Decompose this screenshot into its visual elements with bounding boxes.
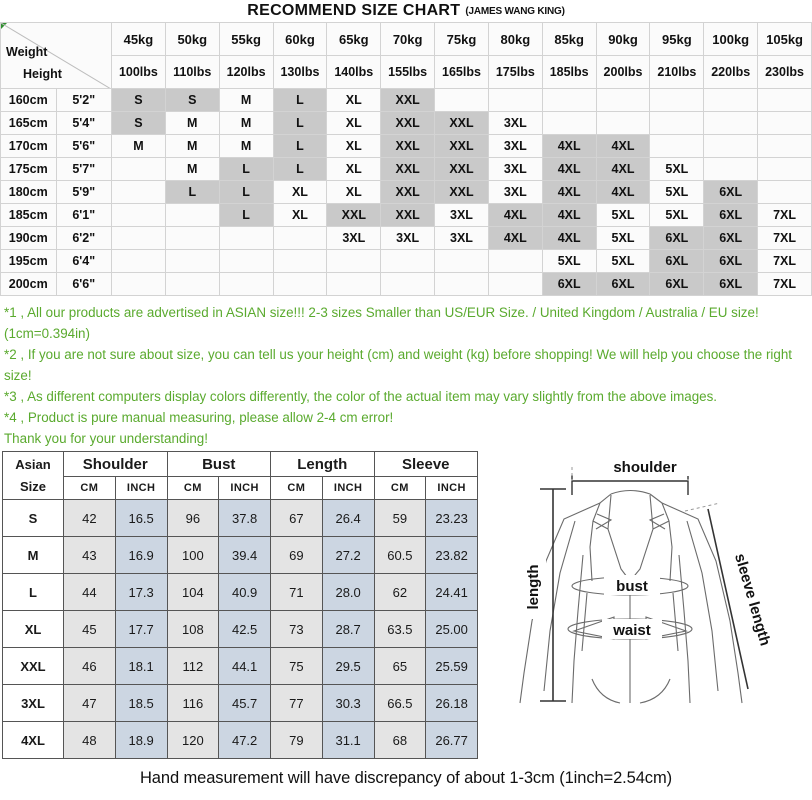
meas-value-cell: 47.2 — [219, 722, 271, 759]
matrix-size-cell: L — [273, 135, 327, 158]
matrix-size-cell: 4XL — [596, 181, 650, 204]
matrix-size-cell — [650, 112, 704, 135]
matrix-size-cell: S — [165, 89, 219, 112]
matrix-size-cell: 7XL — [758, 204, 812, 227]
meas-value-cell: 47 — [64, 685, 116, 722]
meas-value-cell: 26.4 — [322, 500, 374, 537]
note-line: *3 , As different computers display colors differently, the color of the actual item may vary slightly from the above images. — [4, 389, 718, 404]
matrix-size-cell: M — [219, 135, 273, 158]
meas-value-cell: 23.82 — [426, 537, 478, 574]
note-line: Thank you for your understanding! — [4, 431, 208, 446]
matrix-size-cell — [650, 135, 704, 158]
matrix-size-cell — [542, 112, 596, 135]
matrix-corner-cell — [1, 23, 112, 89]
matrix-size-cell: XXL — [381, 112, 435, 135]
matrix-size-cell — [381, 273, 435, 296]
meas-value-cell: 23.23 — [426, 500, 478, 537]
meas-value-cell: 42.5 — [219, 611, 271, 648]
matrix-weight-kg-header: 80kg — [488, 23, 542, 56]
jacket-diagram — [480, 451, 810, 709]
diagram-sleeve-label: sleeve length — [731, 551, 774, 648]
meas-value-cell: 71 — [271, 574, 323, 611]
matrix-size-cell: XL — [327, 135, 381, 158]
matrix-size-cell: M — [165, 112, 219, 135]
matrix-size-cell — [758, 112, 812, 135]
matrix-size-cell: 7XL — [758, 250, 812, 273]
matrix-size-cell: 6XL — [596, 273, 650, 296]
matrix-size-cell — [758, 135, 812, 158]
matrix-height-ft: 6'4" — [56, 250, 112, 273]
page-title-main: RECOMMEND SIZE CHART — [247, 2, 461, 19]
matrix-size-cell — [165, 273, 219, 296]
meas-value-cell: 104 — [167, 574, 219, 611]
meas-row — [3, 537, 478, 574]
meas-value-cell: 25.00 — [426, 611, 478, 648]
meas-value-cell: 77 — [271, 685, 323, 722]
matrix-size-cell: 5XL — [650, 158, 704, 181]
matrix-height-cm: 190cm — [1, 227, 57, 250]
meas-unit-header: INCH — [219, 477, 271, 500]
matrix-size-cell: XXL — [381, 135, 435, 158]
matrix-row — [1, 227, 812, 250]
matrix-weight-lbs-header: 220lbs — [704, 56, 758, 89]
matrix-size-cell — [165, 250, 219, 273]
meas-row — [3, 574, 478, 611]
matrix-size-cell: XL — [327, 112, 381, 135]
matrix-size-cell: 6XL — [704, 227, 758, 250]
meas-size-value: XL — [3, 611, 64, 648]
note-line: *2 , If you are not sure about size, you can tell us your height (cm) and weight (kg) before shopping! We will help you choose the right size! — [4, 347, 793, 383]
matrix-height-ft: 5'9" — [56, 181, 112, 204]
meas-row — [3, 722, 478, 759]
meas-value-cell: 24.41 — [426, 574, 478, 611]
matrix-height-cm: 175cm — [1, 158, 57, 181]
matrix-size-cell: M — [219, 89, 273, 112]
page-title — [0, 0, 812, 22]
meas-value-cell: 45 — [64, 611, 116, 648]
meas-value-cell: 28.0 — [322, 574, 374, 611]
matrix-weight-lbs-header: 210lbs — [650, 56, 704, 89]
matrix-size-cell: 6XL — [704, 181, 758, 204]
matrix-size-cell — [704, 89, 758, 112]
matrix-size-cell: 6XL — [704, 273, 758, 296]
matrix-weight-kg-header: 90kg — [596, 23, 650, 56]
matrix-size-cell — [112, 204, 166, 227]
matrix-size-cell — [273, 227, 327, 250]
meas-value-cell: 116 — [167, 685, 219, 722]
matrix-size-cell — [650, 89, 704, 112]
matrix-weight-lbs-header: 155lbs — [381, 56, 435, 89]
matrix-weight-kg-header: 75kg — [435, 23, 489, 56]
meas-group-header-row — [3, 452, 478, 477]
meas-unit-header: CM — [167, 477, 219, 500]
meas-value-cell: 62 — [374, 574, 426, 611]
meas-group-header: Sleeve — [374, 452, 478, 477]
matrix-size-cell — [704, 158, 758, 181]
matrix-size-cell: 3XL — [488, 158, 542, 181]
matrix-size-cell — [112, 250, 166, 273]
matrix-size-cell — [219, 273, 273, 296]
matrix-height-cm: 185cm — [1, 204, 57, 227]
matrix-size-cell: S — [112, 89, 166, 112]
meas-value-cell: 17.7 — [115, 611, 167, 648]
meas-unit-header-row — [3, 477, 478, 500]
matrix-size-cell: 4XL — [596, 158, 650, 181]
matrix-height-ft: 6'6" — [56, 273, 112, 296]
matrix-size-cell — [435, 89, 489, 112]
meas-size-value: M — [3, 537, 64, 574]
matrix-weight-lbs-header: 165lbs — [435, 56, 489, 89]
matrix-size-cell: XL — [273, 204, 327, 227]
matrix-size-cell: 3XL — [488, 112, 542, 135]
diagram-bust-label: bust — [616, 578, 648, 595]
meas-unit-header: CM — [64, 477, 116, 500]
matrix-weight-kg-header: 100kg — [704, 23, 758, 56]
matrix-size-cell: 5XL — [542, 250, 596, 273]
meas-value-cell: 69 — [271, 537, 323, 574]
matrix-size-cell: 6XL — [650, 250, 704, 273]
meas-value-cell: 60.5 — [374, 537, 426, 574]
matrix-size-cell — [488, 250, 542, 273]
matrix-size-cell: 6XL — [704, 250, 758, 273]
matrix-size-cell: XXL — [435, 158, 489, 181]
matrix-row — [1, 204, 812, 227]
matrix-size-cell: XXL — [381, 158, 435, 181]
meas-value-cell: 63.5 — [374, 611, 426, 648]
matrix-size-cell: 3XL — [488, 181, 542, 204]
matrix-size-cell: XXL — [435, 181, 489, 204]
matrix-size-cell: XXL — [381, 89, 435, 112]
matrix-size-cell: L — [273, 158, 327, 181]
matrix-size-cell — [596, 89, 650, 112]
matrix-size-cell: 4XL — [596, 135, 650, 158]
matrix-row — [1, 273, 812, 296]
matrix-size-cell — [758, 181, 812, 204]
matrix-weight-kg-header: 50kg — [165, 23, 219, 56]
matrix-size-cell — [327, 250, 381, 273]
matrix-height-ft: 6'1" — [56, 204, 112, 227]
meas-value-cell: 43 — [64, 537, 116, 574]
matrix-size-cell — [704, 135, 758, 158]
matrix-size-cell: 3XL — [381, 227, 435, 250]
diagram-length-label: length — [525, 564, 542, 610]
diagram-waist-label: waist — [613, 622, 651, 639]
matrix-size-cell — [704, 112, 758, 135]
matrix-size-cell: L — [219, 181, 273, 204]
matrix-size-cell: 5XL — [596, 250, 650, 273]
diagram-shoulder-label: shoulder — [613, 459, 677, 476]
meas-size-header-line2: Size — [19, 478, 46, 494]
meas-value-cell: 65 — [374, 648, 426, 685]
meas-value-cell: 26.77 — [426, 722, 478, 759]
matrix-size-cell: M — [112, 135, 166, 158]
matrix-weight-lbs-header: 230lbs — [758, 56, 812, 89]
matrix-row — [1, 89, 812, 112]
measurement-table — [2, 451, 478, 759]
meas-value-cell: 44 — [64, 574, 116, 611]
matrix-weight-lbs-header: 140lbs — [327, 56, 381, 89]
matrix-size-cell: 5XL — [596, 227, 650, 250]
meas-value-cell: 59 — [374, 500, 426, 537]
meas-value-cell: 120 — [167, 722, 219, 759]
measurement-section — [0, 451, 812, 759]
matrix-size-cell: XL — [273, 181, 327, 204]
matrix-size-cell — [327, 273, 381, 296]
meas-value-cell: 18.5 — [115, 685, 167, 722]
meas-value-cell: 17.3 — [115, 574, 167, 611]
matrix-weight-lbs-header: 200lbs — [596, 56, 650, 89]
meas-group-header: Bust — [167, 452, 271, 477]
matrix-weight-lbs-row — [1, 56, 812, 89]
meas-value-cell: 73 — [271, 611, 323, 648]
meas-unit-header: INCH — [426, 477, 478, 500]
matrix-height-ft: 5'6" — [56, 135, 112, 158]
meas-row — [3, 685, 478, 722]
matrix-size-cell — [112, 158, 166, 181]
matrix-height-cm: 200cm — [1, 273, 57, 296]
meas-value-cell: 40.9 — [219, 574, 271, 611]
meas-size-value: 4XL — [3, 722, 64, 759]
matrix-weight-kg-row — [1, 23, 812, 56]
matrix-row — [1, 250, 812, 273]
matrix-weight-kg-header: 70kg — [381, 23, 435, 56]
matrix-weight-label: Weight — [6, 45, 48, 59]
matrix-height-ft: 5'2" — [56, 89, 112, 112]
matrix-height-cm: 195cm — [1, 250, 57, 273]
meas-value-cell: 37.8 — [219, 500, 271, 537]
size-matrix-table — [0, 22, 812, 296]
matrix-weight-lbs-header: 175lbs — [488, 56, 542, 89]
meas-value-cell: 28.7 — [322, 611, 374, 648]
matrix-height-ft: 5'7" — [56, 158, 112, 181]
matrix-height-cm: 160cm — [1, 89, 57, 112]
meas-value-cell: 46 — [64, 648, 116, 685]
matrix-size-cell — [112, 181, 166, 204]
matrix-size-cell — [542, 89, 596, 112]
matrix-weight-lbs-header: 100lbs — [112, 56, 166, 89]
meas-value-cell: 67 — [271, 500, 323, 537]
matrix-size-cell: 3XL — [488, 135, 542, 158]
matrix-size-cell: XL — [327, 158, 381, 181]
meas-size-value: XXL — [3, 648, 64, 685]
meas-value-cell: 45.7 — [219, 685, 271, 722]
matrix-weight-kg-header: 55kg — [219, 23, 273, 56]
meas-value-cell: 29.5 — [322, 648, 374, 685]
matrix-size-cell — [435, 273, 489, 296]
matrix-size-cell: M — [165, 158, 219, 181]
meas-value-cell: 75 — [271, 648, 323, 685]
matrix-size-cell: XL — [327, 181, 381, 204]
matrix-size-cell: XXL — [435, 135, 489, 158]
matrix-weight-lbs-header: 185lbs — [542, 56, 596, 89]
meas-value-cell: 30.3 — [322, 685, 374, 722]
matrix-height-cm: 180cm — [1, 181, 57, 204]
meas-value-cell: 42 — [64, 500, 116, 537]
meas-value-cell: 26.18 — [426, 685, 478, 722]
meas-unit-header: CM — [271, 477, 323, 500]
matrix-size-cell — [112, 227, 166, 250]
meas-unit-header: INCH — [115, 477, 167, 500]
meas-value-cell: 31.1 — [322, 722, 374, 759]
matrix-size-cell: 3XL — [435, 227, 489, 250]
matrix-weight-lbs-header: 120lbs — [219, 56, 273, 89]
meas-size-header-line1: Asian — [15, 456, 51, 472]
meas-value-cell: 16.9 — [115, 537, 167, 574]
matrix-size-cell: 6XL — [650, 227, 704, 250]
matrix-size-cell: 6XL — [704, 204, 758, 227]
matrix-size-cell: XXL — [435, 112, 489, 135]
matrix-weight-kg-header: 60kg — [273, 23, 327, 56]
matrix-size-cell: XXL — [381, 204, 435, 227]
meas-unit-header: CM — [374, 477, 426, 500]
matrix-weight-kg-header: 85kg — [542, 23, 596, 56]
meas-value-cell: 25.59 — [426, 648, 478, 685]
matrix-size-cell: 5XL — [596, 204, 650, 227]
matrix-size-cell: XXL — [327, 204, 381, 227]
matrix-size-cell: 4XL — [542, 135, 596, 158]
matrix-size-cell — [758, 89, 812, 112]
matrix-size-cell — [758, 158, 812, 181]
matrix-weight-kg-header: 45kg — [112, 23, 166, 56]
matrix-weight-kg-header: 95kg — [650, 23, 704, 56]
matrix-weight-kg-header: 65kg — [327, 23, 381, 56]
page-title-subtitle: (JAMES WANG KING) — [465, 5, 565, 17]
matrix-size-cell: 4XL — [542, 181, 596, 204]
meas-value-cell: 18.1 — [115, 648, 167, 685]
matrix-size-cell: S — [112, 112, 166, 135]
matrix-size-cell: 3XL — [327, 227, 381, 250]
meas-row — [3, 611, 478, 648]
meas-value-cell: 44.1 — [219, 648, 271, 685]
meas-group-header: Shoulder — [64, 452, 168, 477]
matrix-row — [1, 158, 812, 181]
matrix-size-cell: 4XL — [542, 204, 596, 227]
meas-value-cell: 96 — [167, 500, 219, 537]
matrix-size-cell: 6XL — [650, 273, 704, 296]
matrix-size-cell — [596, 112, 650, 135]
meas-size-value: S — [3, 500, 64, 537]
matrix-size-cell: M — [165, 135, 219, 158]
matrix-weight-lbs-header: 110lbs — [165, 56, 219, 89]
notes-block — [0, 296, 812, 451]
matrix-size-cell: L — [219, 158, 273, 181]
matrix-height-cm: 165cm — [1, 112, 57, 135]
matrix-size-cell: L — [273, 112, 327, 135]
meas-value-cell: 108 — [167, 611, 219, 648]
matrix-weight-lbs-header: 130lbs — [273, 56, 327, 89]
meas-unit-header: INCH — [322, 477, 374, 500]
matrix-size-cell: 4XL — [488, 227, 542, 250]
matrix-size-cell — [488, 89, 542, 112]
meas-size-value: L — [3, 574, 64, 611]
matrix-size-cell: 4XL — [488, 204, 542, 227]
matrix-size-cell — [219, 250, 273, 273]
matrix-size-cell — [273, 250, 327, 273]
matrix-size-cell: 5XL — [650, 181, 704, 204]
matrix-size-cell: 3XL — [435, 204, 489, 227]
matrix-size-cell — [488, 273, 542, 296]
meas-value-cell: 18.9 — [115, 722, 167, 759]
matrix-size-cell: L — [273, 89, 327, 112]
matrix-size-cell: 7XL — [758, 227, 812, 250]
matrix-size-cell — [435, 250, 489, 273]
matrix-size-cell — [273, 273, 327, 296]
matrix-size-cell — [112, 273, 166, 296]
matrix-size-cell: L — [165, 181, 219, 204]
meas-row — [3, 500, 478, 537]
meas-value-cell: 16.5 — [115, 500, 167, 537]
matrix-height-label: Height — [23, 67, 62, 81]
matrix-size-cell: 4XL — [542, 227, 596, 250]
matrix-size-cell: L — [219, 204, 273, 227]
matrix-size-cell: 6XL — [542, 273, 596, 296]
footer-note: Hand measurement will have discrepancy of about 1-3cm (1inch=2.54cm) — [139, 769, 672, 787]
meas-value-cell: 27.2 — [322, 537, 374, 574]
meas-size-value: 3XL — [3, 685, 64, 722]
matrix-height-ft: 6'2" — [56, 227, 112, 250]
meas-value-cell: 112 — [167, 648, 219, 685]
matrix-size-cell: XXL — [381, 181, 435, 204]
matrix-size-cell: XL — [327, 89, 381, 112]
matrix-size-cell — [219, 227, 273, 250]
meas-group-header: Length — [271, 452, 375, 477]
meas-value-cell: 100 — [167, 537, 219, 574]
matrix-height-cm: 170cm — [1, 135, 57, 158]
matrix-row — [1, 112, 812, 135]
meas-value-cell: 39.4 — [219, 537, 271, 574]
meas-value-cell: 48 — [64, 722, 116, 759]
matrix-row — [1, 135, 812, 158]
meas-size-header — [3, 452, 64, 500]
matrix-row — [1, 181, 812, 204]
matrix-size-cell — [381, 250, 435, 273]
matrix-size-cell: 5XL — [650, 204, 704, 227]
note-line: *4 , Product is pure manual measuring, please allow 2-4 cm error! — [4, 410, 394, 425]
meas-value-cell: 79 — [271, 722, 323, 759]
matrix-size-cell: 4XL — [542, 158, 596, 181]
matrix-size-cell: M — [219, 112, 273, 135]
note-line: *1 , All our products are advertised in ASIAN size!!! 2-3 sizes Smaller than US/EUR Size. / United Kingdom / Australia / EU size! (1cm=0.394in) — [4, 305, 759, 341]
matrix-height-ft: 5'4" — [56, 112, 112, 135]
meas-value-cell: 68 — [374, 722, 426, 759]
meas-row — [3, 648, 478, 685]
matrix-size-cell — [165, 227, 219, 250]
matrix-size-cell — [165, 204, 219, 227]
meas-value-cell: 66.5 — [374, 685, 426, 722]
matrix-weight-kg-header: 105kg — [758, 23, 812, 56]
matrix-size-cell: 7XL — [758, 273, 812, 296]
